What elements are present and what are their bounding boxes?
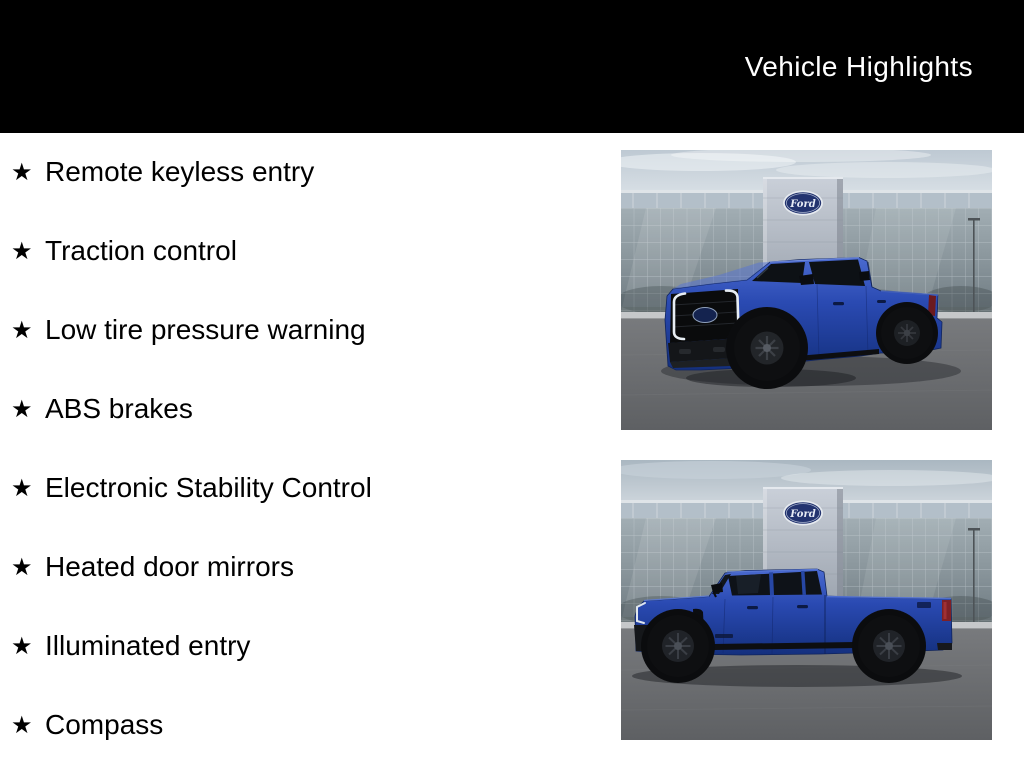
truck-front-quarter-illustration [621, 150, 992, 430]
front-wheel [641, 609, 715, 683]
ford-logo-text: Ford [790, 508, 816, 520]
side-windows [809, 260, 865, 287]
feature-label: Low tire pressure warning [45, 314, 366, 346]
feature-item [0, 212, 372, 291]
star-bullet-icon: ★ [11, 474, 33, 502]
star-bullet-icon: ★ [11, 158, 33, 186]
rear-bumper [937, 643, 952, 650]
rear-wheel [876, 302, 938, 364]
door-badge [715, 634, 733, 638]
star-bullet-icon: ★ [11, 395, 33, 423]
feature-label: Remote keyless entry [45, 156, 315, 188]
feature-label: Heated door mirrors [45, 551, 294, 583]
header-bar [0, 0, 1024, 133]
ford-logo-text: Ford [790, 198, 816, 210]
feature-item [0, 686, 372, 765]
feature-item [0, 449, 372, 528]
feature-label: Traction control [45, 235, 237, 267]
light-pole [973, 220, 975, 312]
star-bullet-icon: ★ [11, 711, 33, 739]
star-bullet-icon: ★ [11, 237, 33, 265]
bed-decal [917, 602, 931, 608]
door-mirror [859, 271, 870, 281]
page-title: Vehicle Highlights [744, 50, 973, 82]
feature-item [0, 291, 372, 370]
truck-front-quarter-photo [621, 150, 992, 430]
feature-item [0, 133, 372, 212]
truck-side-photo [621, 460, 992, 740]
front-wheel [726, 307, 808, 389]
feature-label: ABS brakes [45, 393, 193, 425]
features-list [0, 133, 372, 765]
ford-logo [783, 191, 823, 216]
grille-ford-oval [693, 308, 717, 323]
feature-label: Compass [45, 709, 164, 741]
ford-logo [783, 501, 823, 526]
truck-side-illustration [621, 460, 992, 740]
feature-item [0, 528, 372, 607]
light-pole [973, 530, 975, 622]
feature-label: Illuminated entry [45, 630, 251, 662]
star-bullet-icon: ★ [11, 632, 33, 660]
feature-label: Electronic Stability Control [45, 472, 372, 504]
star-bullet-icon: ★ [11, 316, 33, 344]
feature-item [0, 607, 372, 686]
star-bullet-icon: ★ [11, 553, 33, 581]
feature-item [0, 370, 372, 449]
rear-wheel [852, 609, 926, 683]
